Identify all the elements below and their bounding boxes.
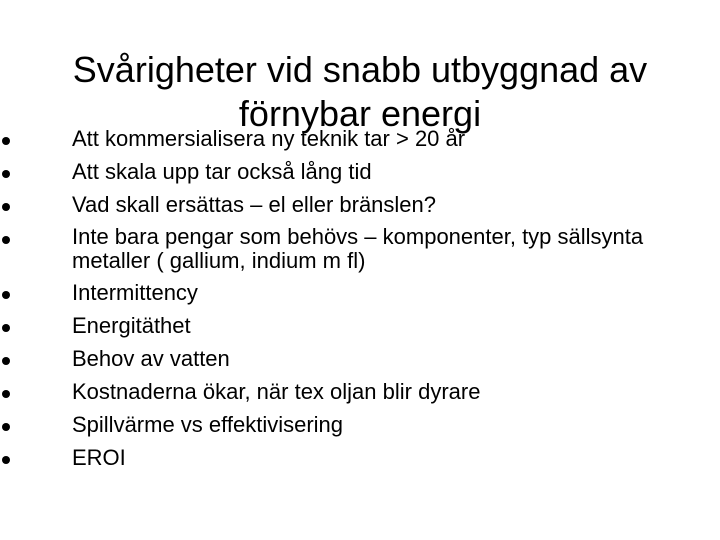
bullet-dot-icon <box>2 236 10 244</box>
bullet-dot-icon <box>2 324 10 332</box>
bullet-text: Inte bara pengar som behövs – komponenter, typ sällsynta metaller ( gallium, indium m fl) <box>72 224 644 273</box>
bullet-item <box>0 225 700 273</box>
bullet-item <box>0 412 700 438</box>
bullet-item <box>0 445 700 471</box>
bullet-text: Spillvärme vs effektivisering <box>72 412 344 437</box>
bullet-text: Kostnaderna ökar, när tex oljan blir dyrare <box>72 379 481 404</box>
bullet-list <box>0 126 700 478</box>
bullet-text: EROI <box>72 445 126 470</box>
title-line: förnybar energi <box>238 93 482 135</box>
bullet-item <box>0 126 700 152</box>
bullet-dot-icon <box>2 456 10 464</box>
bullet-dot-icon <box>2 203 10 211</box>
bullet-text: Energitäthet <box>72 313 191 338</box>
slide-title <box>36 48 684 136</box>
bullet-text: Att kommersialisera ny teknik tar > 20 år <box>72 126 466 151</box>
bullet-text: Vad skall ersättas – el eller bränslen? <box>72 192 437 217</box>
bullet-item <box>0 346 700 372</box>
bullet-item <box>0 192 700 218</box>
bullet-item <box>0 379 700 405</box>
bullet-text: Behov av vatten <box>72 346 230 371</box>
bullet-dot-icon <box>2 423 10 431</box>
bullet-dot-icon <box>2 291 10 299</box>
bullet-item <box>0 159 700 185</box>
bullet-dot-icon <box>2 357 10 365</box>
bullet-text: Att skala upp tar också lång tid <box>72 159 372 184</box>
bullet-dot-icon <box>2 170 10 178</box>
bullet-dot-icon <box>2 137 10 145</box>
bullet-dot-icon <box>2 390 10 398</box>
bullet-item <box>0 313 700 339</box>
bullet-text: Intermittency <box>72 280 198 305</box>
title-line: Svårigheter vid snabb utbyggnad av <box>72 49 648 91</box>
bullet-item <box>0 280 700 306</box>
